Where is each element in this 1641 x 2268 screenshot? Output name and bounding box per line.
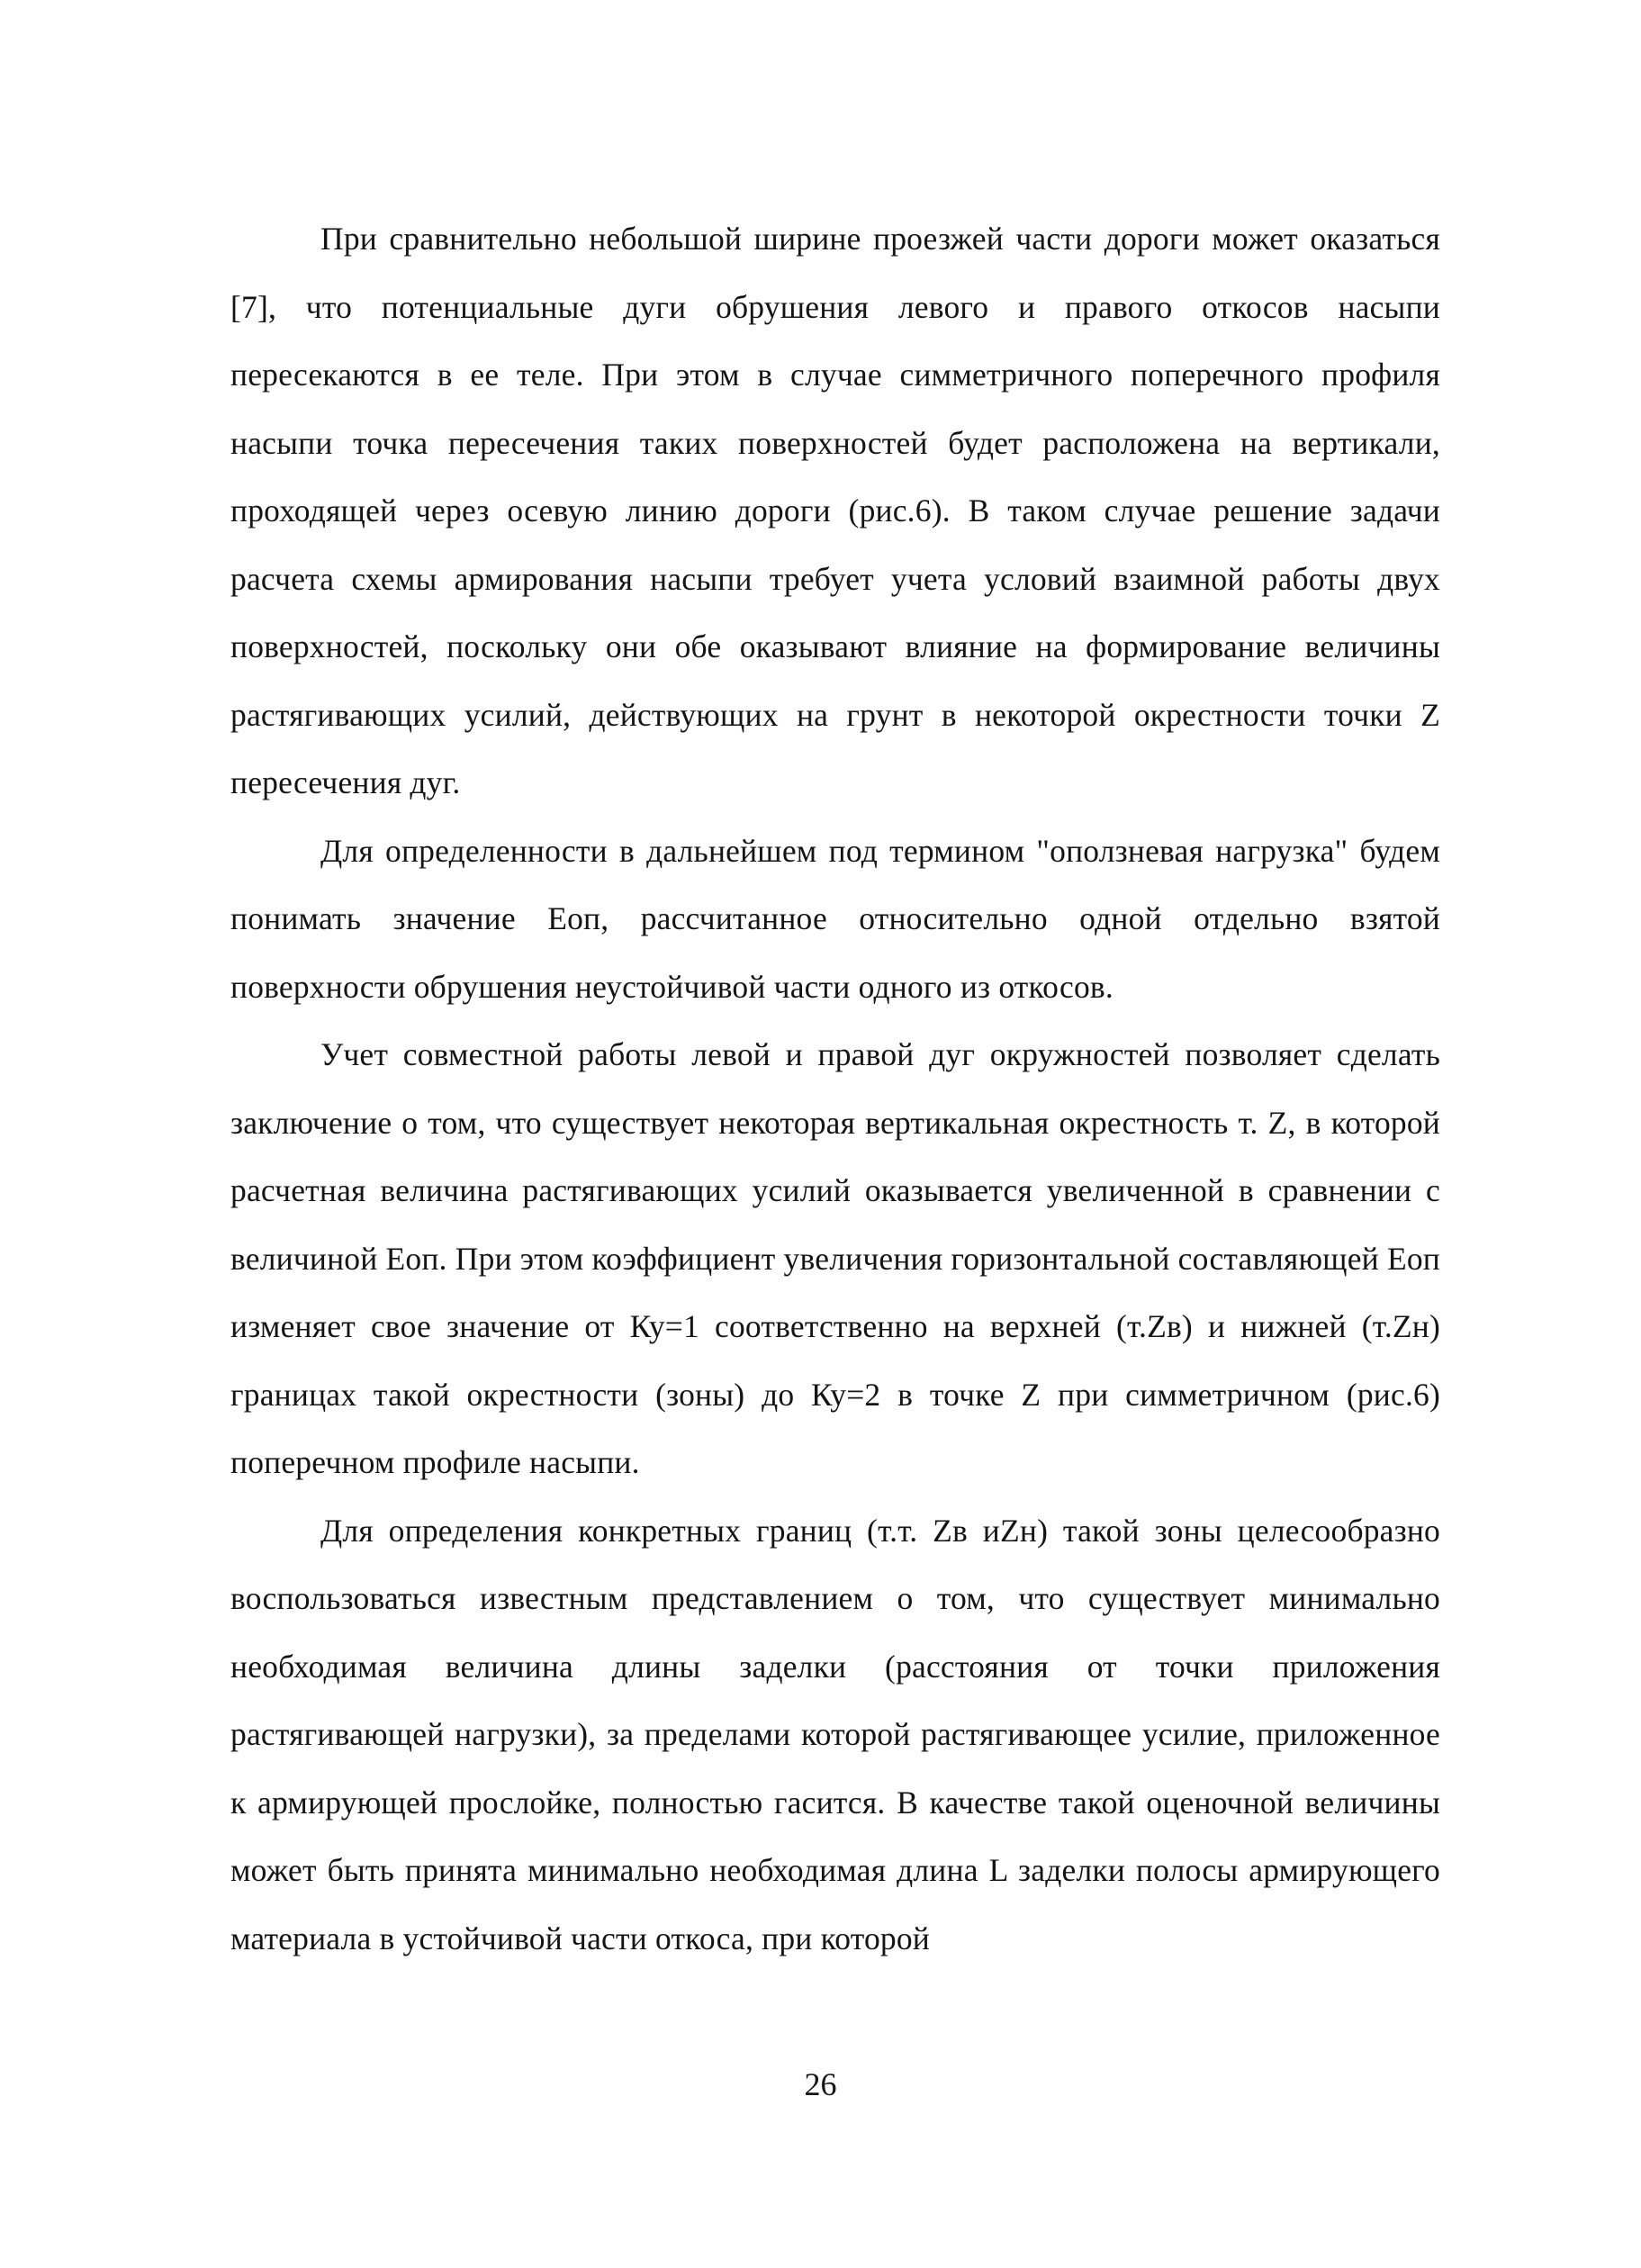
paragraph-2: Для определенности в дальнейшем под термином "оползневая нагрузка" будем понимать значение Еоп, рассчитанное относительно одной отдельно взятой поверхности обрушения неустойчивой части одного из откосов.	[230, 832, 1440, 1005]
body-text	[230, 205, 1440, 1973]
page-number: 26	[804, 2066, 837, 2102]
paragraph-4: Для определения конкретных границ (т.т. Zв иZн) такой зоны целесообразно воспользоваться известным представлением о том, что существует минимально необходимая величина длины заделки (расстояния от точки приложения растягивающей нагрузки), за пределами которой растягивающее усилие, приложенное к армирующей прослойке, полностью гасится. В качестве такой оценочной величины может быть принята минимально необходимая длина L заделки полосы армирующего материала в устойчивой части откоса, при которой	[230, 1512, 1440, 1956]
paragraph-3: Учет совместной работы левой и правой дуг окружностей позволяет сделать заключение о том, что существует некоторая вертикальная окрестность т. Z, в которой расчетная величина растягивающих усилий оказывается увеличенной в сравнении с величиной Еоп. При этом коэффициент увеличения горизонтальной составляющей Еоп изменяет свое значение от Ку=1 соответственно на верхней (т.Zв) и нижней (т.Zн) границах такой окрестности (зоны) до Ку=2 в точке Z при симметричном (рис.6) поперечном профиле насыпи.	[230, 1036, 1440, 1480]
paragraph-1: При сравнительно небольшой ширине проезжей части дороги может оказаться [7], что потенциальные дуги обрушения левого и правого откосов насыпи пересекаются в ее теле. При этом в случае симметричного поперечного профиля насыпи точка пересечения таких поверхностей будет расположена на вертикали, проходящей через осевую линию дороги (рис.6). В таком случае решение задачи расчета схемы армирования насыпи требует учета условий взаимной работы двух поверхностей, поскольку они обе оказывают влияние на формирование величины растягивающих усилий, действующих на грунт в некоторой окрестности точки Z пересечения дуг.	[230, 221, 1440, 800]
